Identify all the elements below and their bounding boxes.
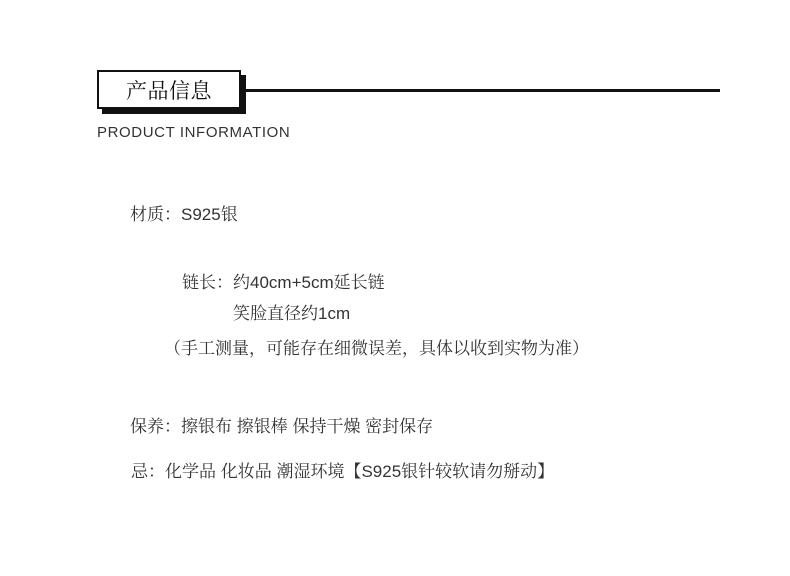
spec-avoid-warning: 忌：化学品 化妆品 潮湿环境【S925银针较软请勿掰动】 [131, 462, 555, 481]
section-title-box [97, 70, 241, 109]
title-rule-line [244, 89, 720, 92]
spec-chain-length: 链长：约40cm+5cm延长链 [182, 273, 385, 292]
spec-pendant-size: 笑脸直径约1cm [233, 304, 351, 323]
spec-measurement-note: （手工测量，可能存在细微误差，具体以收到实物为准） [164, 339, 589, 358]
spec-care-instructions: 保养：擦银布 擦银棒 保持干燥 密封保存 [130, 417, 434, 436]
section-title-cn: 产品信息 [126, 79, 212, 103]
section-subtitle-en: PRODUCT INFORMATION [97, 124, 291, 141]
spec-material: 材质：S925银 [130, 205, 238, 224]
